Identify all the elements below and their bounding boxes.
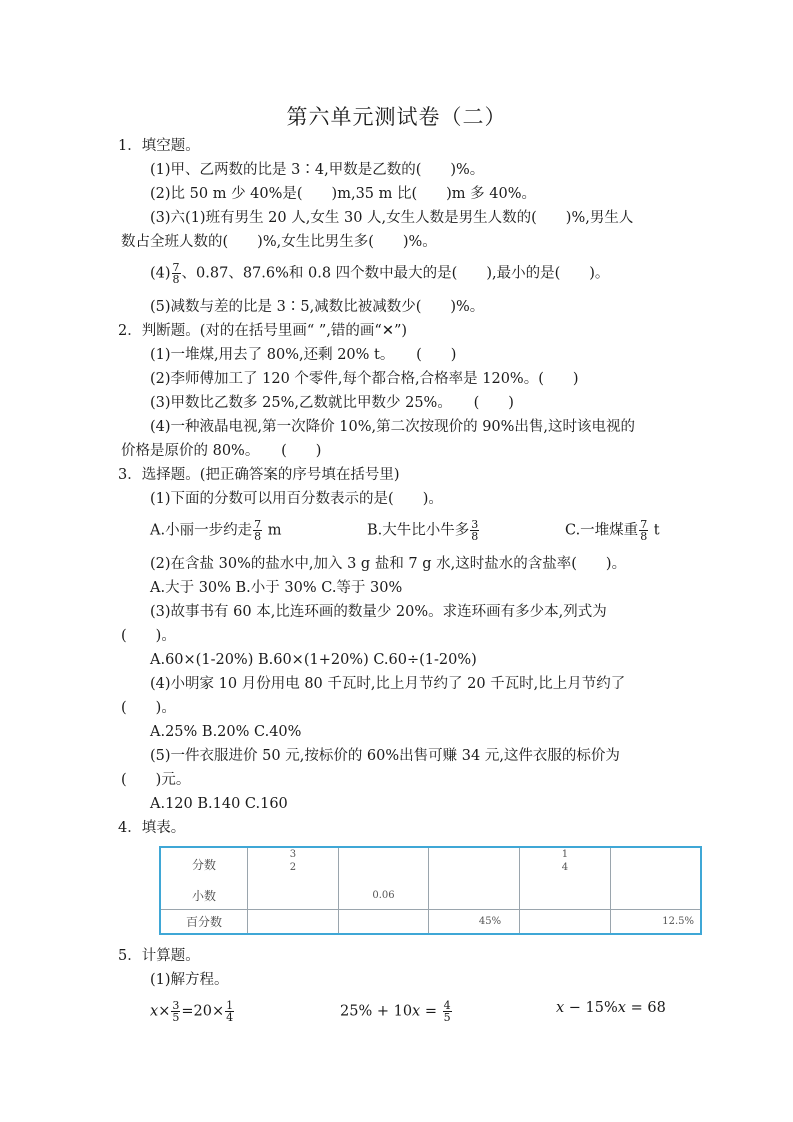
fraction-numerator: 1 xyxy=(226,999,234,1012)
equation-1 xyxy=(150,1000,235,1023)
fraction-denominator: 8 xyxy=(254,530,262,543)
fraction-denominator: 8 xyxy=(172,273,180,286)
option-c-unit: t xyxy=(649,522,660,539)
table-cell[interactable] xyxy=(338,910,429,934)
s2-question-3: (3)甲数比乙数多 25%,乙数就比甲数少 25%。 ( ) xyxy=(150,395,514,411)
equation-2 xyxy=(340,1000,453,1023)
table-cell[interactable]: 0.06 xyxy=(338,881,429,909)
s3-question-4-line-1: (4)小明家 10 月份用电 80 千瓦时,比上月节约了 20 千瓦时,比上月节约了 xyxy=(150,676,626,692)
s2-question-4-line-1: (4)一种液晶电视,第一次降价 10%,第二次按现价的 90%出售,这时该电视的 xyxy=(150,419,636,435)
s3-question-3-options: A.60×(1-20%) B.60×(1+20%) C.60÷(1-20%) xyxy=(150,652,477,668)
equation-minus: − 15% xyxy=(564,1000,618,1016)
variable-x: x xyxy=(617,1000,626,1016)
table-cell[interactable]: 12.5% xyxy=(610,910,701,934)
table-cell[interactable] xyxy=(610,881,701,909)
s3-question-5-line-1: (5)一件衣服进价 50 元,按标价的 60%出售可赚 34 元,这件衣服的标价为 xyxy=(150,748,620,764)
equation-3 xyxy=(556,1000,666,1016)
section-3-heading: 3．选择题。(把正确答案的序号填在括号里) xyxy=(118,467,400,483)
s3-q1-option-a xyxy=(150,519,281,542)
s3-question-1: (1)下面的分数可以用百分数表示的是( )。 xyxy=(150,491,443,507)
fraction-numerator: 7 xyxy=(640,518,648,531)
variable-x: x xyxy=(556,1000,565,1016)
section-1-heading: 1．填空题。 xyxy=(118,138,200,154)
table-cell[interactable] xyxy=(520,881,611,909)
s3-question-5-options: A.120 B.140 C.160 xyxy=(150,796,288,812)
fraction xyxy=(253,519,262,542)
section-4-heading: 4．填表。 xyxy=(118,820,186,836)
s2-question-1: (1)一堆煤,用去了 80%,还剩 20% t。 ( ) xyxy=(150,347,457,363)
s1-q4-suffix: 、0.87、87.6%和 0.8 四个数中最大的是( ),最小的是( )。 xyxy=(181,265,610,282)
s1-question-5: (5)减数与差的比是 3∶5,减数比被减数少( )%。 xyxy=(150,299,485,315)
variable-x: x xyxy=(412,1003,421,1020)
fraction-numerator: 3 xyxy=(172,999,180,1012)
table-cell[interactable]: 45% xyxy=(429,910,520,934)
section-5-heading: 5．计算题。 xyxy=(118,948,200,964)
fraction-numerator: 3 xyxy=(471,518,479,531)
s3-question-4-options: A.25% B.20% C.40% xyxy=(150,724,302,740)
fraction-denominator: 8 xyxy=(640,530,648,543)
fraction-numerator: 4 xyxy=(443,999,451,1012)
option-b-text: B.大牛比小牛多 xyxy=(367,522,470,539)
table-cell[interactable] xyxy=(248,910,339,934)
s1-q4-prefix: (4) xyxy=(150,265,171,282)
s3-question-3-line-1: (3)故事书有 60 本,比连环画的数量少 20%。求连环画有多少本,列式为 xyxy=(150,604,607,620)
table-cell[interactable] xyxy=(338,847,429,881)
s3-question-4-line-2: ( )。 xyxy=(121,700,176,716)
s3-question-5-line-2: ( )元。 xyxy=(121,772,191,788)
table-cell[interactable]: 1 4 xyxy=(520,847,611,881)
s3-q1-option-b xyxy=(367,519,480,542)
fraction-denominator: 4 xyxy=(226,1011,234,1024)
fraction-numerator: 7 xyxy=(172,261,180,274)
s2-question-2: (2)李师傅加工了 120 个零件,每个都合格,合格率是 120%。( ) xyxy=(150,371,579,387)
table-row-decimal xyxy=(160,881,701,909)
variable-x: x xyxy=(150,1003,159,1020)
table-cell[interactable] xyxy=(248,881,339,909)
s1-question-2: (2)比 50 m 少 40%是( )m,35 m 比( )m 多 40%。 xyxy=(150,186,537,202)
fraction-denominator: 5 xyxy=(443,1011,451,1024)
equals-sign: = xyxy=(420,1003,442,1020)
equation-lhs: 25% + 10 xyxy=(340,1003,413,1020)
option-a-text: A.小丽一步约走 xyxy=(150,522,253,539)
equation-rhs: =20× xyxy=(181,1003,225,1020)
times-sign: × xyxy=(158,1003,171,1020)
table-cell[interactable] xyxy=(610,847,701,881)
row-label-decimal: 小数 xyxy=(160,881,248,909)
fraction-denominator: 5 xyxy=(172,1011,180,1024)
s1-question-1: (1)甲、乙两数的比是 3∶4,甲数是乙数的( )%。 xyxy=(150,162,485,178)
fraction xyxy=(172,262,181,285)
s5-subheading-1: (1)解方程。 xyxy=(150,972,229,988)
s3-question-2: (2)在含盐 30%的盐水中,加入 3 g 盐和 7 g 水,这时盐水的含盐率( )。 xyxy=(150,556,627,572)
page-title: 第六单元测试卷（二） xyxy=(286,105,507,129)
fraction xyxy=(470,519,479,542)
conversion-table xyxy=(159,846,702,935)
fraction xyxy=(225,1000,234,1023)
s1-question-3-line-2: 数占全班人数的( )%,女生比男生多( )%。 xyxy=(121,234,437,250)
fraction-numerator: 7 xyxy=(254,518,262,531)
fraction xyxy=(171,1000,180,1023)
s1-question-3-line-1: (3)六(1)班有男生 20 人,女生 30 人,女生人数是男生人数的( )%,男生人 xyxy=(150,210,634,226)
fraction-denominator: 8 xyxy=(471,530,479,543)
s3-question-2-options: A.大于 30% B.小于 30% C.等于 30% xyxy=(150,580,403,596)
table-cell[interactable]: 3 2 xyxy=(248,847,339,881)
s2-question-4-line-2: 价格是原价的 80%。 ( ) xyxy=(121,443,322,459)
table-cell[interactable] xyxy=(429,847,520,881)
s1-question-4 xyxy=(150,262,609,285)
fraction xyxy=(639,519,648,542)
table-cell[interactable] xyxy=(429,881,520,909)
table-row-percent xyxy=(160,910,701,934)
row-label-percent: 百分数 xyxy=(160,910,248,934)
section-2-heading: 2．判断题。(对的在括号里画“ ”,错的画“✕”) xyxy=(118,323,408,339)
fraction xyxy=(443,1000,452,1023)
equation-rhs: = 68 xyxy=(625,1000,666,1016)
s3-q1-option-c xyxy=(565,519,660,542)
row-label-fraction: 分数 xyxy=(160,847,248,881)
option-c-text: C.一堆煤重 xyxy=(565,522,639,539)
option-a-unit: m xyxy=(263,522,282,539)
table-row-fraction xyxy=(160,847,701,881)
s3-question-3-line-2: ( )。 xyxy=(121,628,176,644)
table-cell[interactable] xyxy=(520,910,611,934)
